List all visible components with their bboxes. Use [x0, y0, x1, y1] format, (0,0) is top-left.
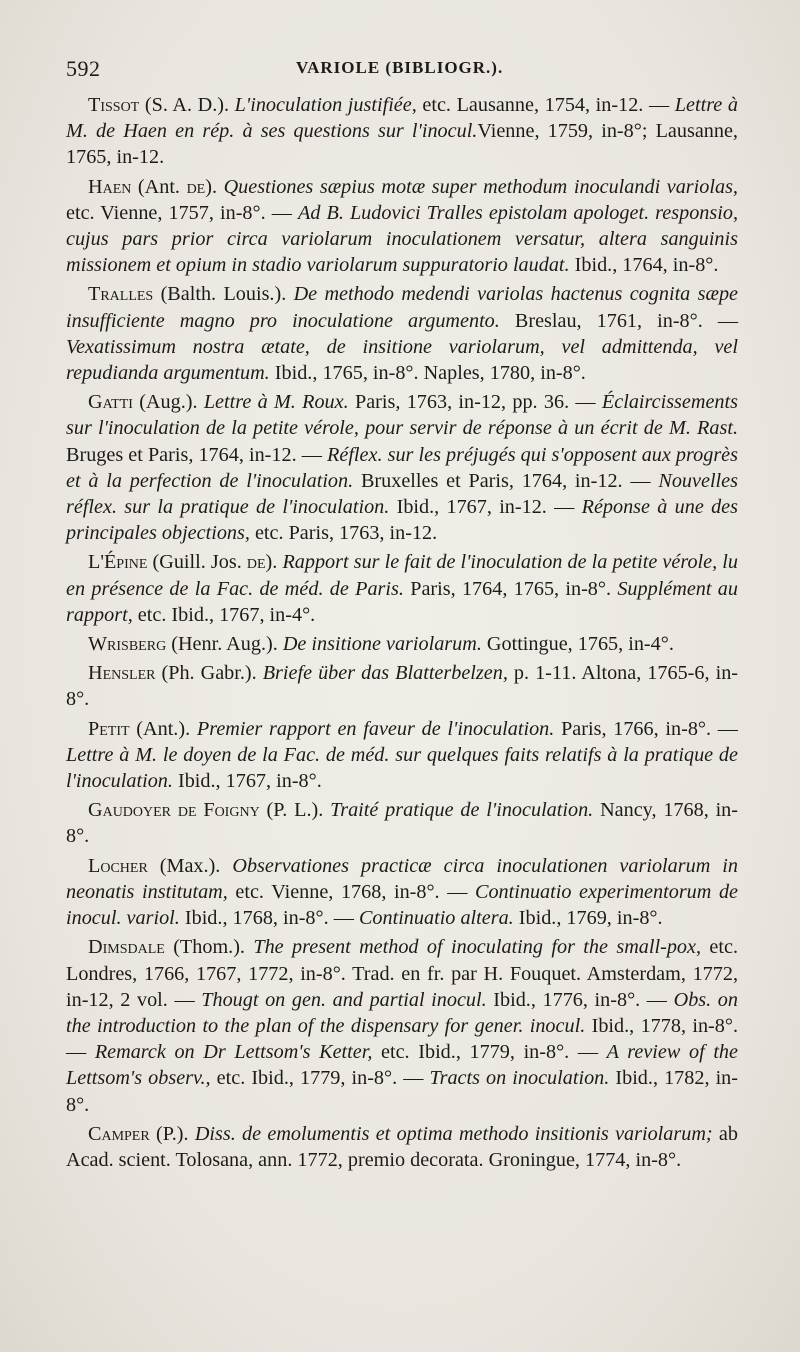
entry-details: de [246, 551, 266, 574]
entry-author: Petit [88, 717, 130, 740]
entry-details: ab Acad. scient. Tolosana, ann. 1772, premio decorata. Groningue, 1774, in-8°. [66, 1122, 738, 1171]
bibliography-entries [66, 92, 738, 1176]
entry-title: Supplément au rapport, [66, 577, 738, 626]
entry-details: etc. Londres, 1766, 1767, 1772, in-8°. Trad. en fr. par H. Fouquet. Amsterdam, 1772, in-12, 2 vol. — [66, 936, 738, 1011]
entry-details: Paris, 1763, in-12, pp. 36. — [348, 391, 602, 414]
entry-details: (Max.). [147, 854, 233, 877]
entry-title: Rapport sur le fait de l'inoculation de la petite vérole, lu en présence de la Fac. de méd. de Paris. [66, 551, 738, 600]
entry-details: Vienne, 1759, in-8°; Lausanne, 1765, in-12. [66, 120, 738, 169]
bibliography-entry [66, 92, 738, 171]
entry-title: De methodo medendi variolas hactenus cognita sæpe insufficiente magno pro inoculatione argumento. [66, 283, 738, 332]
entry-details: ). [265, 551, 283, 574]
entry-title: Tracts on inoculation. [429, 1067, 610, 1090]
entry-details: (P.). [149, 1122, 195, 1145]
entry-author: Gaudoyer de Foigny [88, 799, 260, 822]
entry-details: Ibid., 1767, in-8°. [172, 770, 322, 793]
entry-details: etc. Ibid., 1767, in-4°. [132, 603, 316, 626]
entry-details: (Balth. Louis.). [153, 283, 294, 306]
entry-details: (Guill. Jos. [147, 551, 247, 574]
entry-details: etc. Lausanne, 1754, in-12. — [416, 94, 675, 116]
entry-title: Briefe über das Blatterbelzen, [262, 662, 508, 685]
entry-details: Ibid., 1764, in-8°. [569, 254, 719, 277]
entry-author: Hensler [88, 662, 156, 685]
entry-author: Gatti [88, 391, 133, 414]
entry-details: Breslau, 1761, in-8°. — [499, 309, 739, 332]
entry-author: Locher [88, 854, 148, 877]
bibliography-entry [66, 660, 738, 712]
entry-title: Continuatio altera. [358, 907, 514, 930]
bibliography-entry [66, 631, 738, 657]
entry-details: (Aug.). [132, 391, 204, 414]
entry-author: Tralles [88, 283, 154, 306]
entry-title: Observationes practicæ circa inoculationen variolarum in neonatis institutam, [66, 854, 738, 903]
bibliography-entry [66, 853, 738, 932]
entry-details: Gottingue, 1765, in-4°. [481, 633, 674, 656]
bibliography-entry [66, 1121, 738, 1173]
entry-title: Éclaircissements sur l'inoculation de la petite vérole, pour servir de réponse à un écrit de M. Rast. [66, 391, 738, 440]
bibliography-entry [66, 549, 738, 628]
entry-title: Traité pratique de l'inoculation. [330, 799, 594, 822]
entry-title: Obs. on the introduction to the plan of the dispensary for gener. inocul. [66, 988, 738, 1037]
entry-author: Haen [88, 175, 132, 198]
entry-details: Ibid., 1767, in-12. — [389, 496, 582, 519]
page-header [66, 56, 734, 96]
entry-details: etc. Vienne, 1757, in-8°. — [66, 201, 298, 224]
entry-author: Wrisberg [88, 633, 167, 656]
entry-title: Réflex. sur les préjugés qui s'opposent aux progrès et à la perfection de l'inoculation. [66, 443, 738, 492]
entry-details: Ibid., 1768, in-8°. — [179, 907, 359, 930]
running-head: VARIOLE (BIBLIOGR.). [296, 58, 504, 77]
entry-details: Bruxelles et Paris, 1764, in-12. — [353, 469, 659, 492]
entry-details: (P. L.). [259, 799, 331, 822]
bibliography-entry [66, 174, 738, 279]
page-number: 592 [66, 56, 101, 81]
entry-author: Tissot [88, 94, 140, 116]
entry-details: (S. A. D.). [139, 94, 235, 116]
entry-title: The present method of inoculating for the small-pox, [253, 936, 702, 959]
entry-title: De insitione variolarum. [282, 633, 482, 656]
entry-details: ). [205, 175, 224, 198]
entry-title: Thougt on gen. and partial inocul. [201, 988, 487, 1011]
entry-title: Vexatissimum nostra ætate, de insitione variolarum, vel admittenda, vel repudianda argumentum. [66, 335, 738, 385]
entry-author: L'Épine [88, 551, 148, 574]
bibliography-entry [66, 281, 738, 386]
entry-title: Premier rapport en faveur de l'inoculation. [196, 717, 555, 740]
entry-title: Réponse à une des principales objections, [66, 496, 738, 545]
entry-details: Bruges et Paris, 1764, in-12. — [66, 443, 328, 466]
entry-title: L'inoculation justifiée, [234, 94, 417, 116]
entry-details: Ibid., 1765, in-8°. Naples, 1780, in-8°. [269, 362, 586, 385]
entry-details: etc. Paris, 1763, in-12. [249, 522, 438, 545]
entry-details: etc. Ibid., 1779, in-8°. — [372, 1041, 607, 1064]
entry-details: etc. Vienne, 1768, in-8°. — [227, 880, 475, 903]
entry-title: Questiones sæpius motæ super methodum inoculandi variolas, [223, 175, 738, 198]
entry-details: Paris, 1766, in-8°. — [554, 717, 738, 740]
entry-details: Ibid., 1769, in-8°. [513, 907, 663, 930]
entry-details: Ibid., 1776, in-8°. — [486, 988, 674, 1011]
entry-details: (Thom.). [164, 936, 254, 959]
entry-title: Lettre à M. Roux. [203, 391, 349, 414]
entry-details: de [186, 175, 206, 198]
entry-details: Ibid., 1782, in-8°. [66, 1067, 738, 1116]
entry-title: A review of the Lettsom's observ., [66, 1041, 738, 1090]
entry-title: Nouvelles réflex. sur la pratique de l'inoculation. [66, 469, 738, 519]
entry-title: Lettre à M. de Haen en rép. à ses questions sur l'inocul. [66, 94, 738, 143]
bibliography-entry [66, 934, 738, 1117]
entry-author: Camper [88, 1122, 150, 1145]
entry-title: Continuatio experimentorum de inocul. variol. [66, 880, 738, 930]
entry-details: Paris, 1764, 1765, in-8°. [403, 577, 618, 600]
entry-title: Ad B. Ludovici Tralles epistolam apologet. responsio, cujus pars prior circa variolarum inoculationem versatur, altera sanguinis missionem et opium in stadio variolarum suppuratorio laudat. [66, 201, 738, 277]
entry-details: etc. Ibid., 1779, in-8°. — [210, 1067, 430, 1090]
entry-details: Ibid., 1778, in-8°. — [66, 1014, 738, 1064]
entry-details: (Ph. Gabr.). [155, 662, 263, 685]
entry-details: Nancy, 1768, in-8°. [66, 799, 739, 848]
bibliography-entry [66, 389, 738, 546]
entry-title: Lettre à M. le doyen de la Fac. de méd. sur quelques faits relatifs à la pratique de l'inoculation. [66, 743, 738, 793]
entry-details: (Ant. [131, 175, 187, 198]
entry-details: (Ant.). [129, 717, 197, 740]
entry-author: Dimsdale [88, 936, 165, 959]
bibliography-entry [66, 716, 738, 795]
entry-details: (Henr. Aug.). [166, 633, 283, 656]
entry-title: Remarck on Dr Lettsom's Ketter, [94, 1041, 373, 1064]
entry-title: Diss. de emolumentis et optima methodo insitionis variolarum; [194, 1122, 713, 1145]
entry-details: p. 1-11. Altona, 1765-6, in-8°. [66, 662, 739, 711]
bibliography-entry [66, 797, 738, 849]
